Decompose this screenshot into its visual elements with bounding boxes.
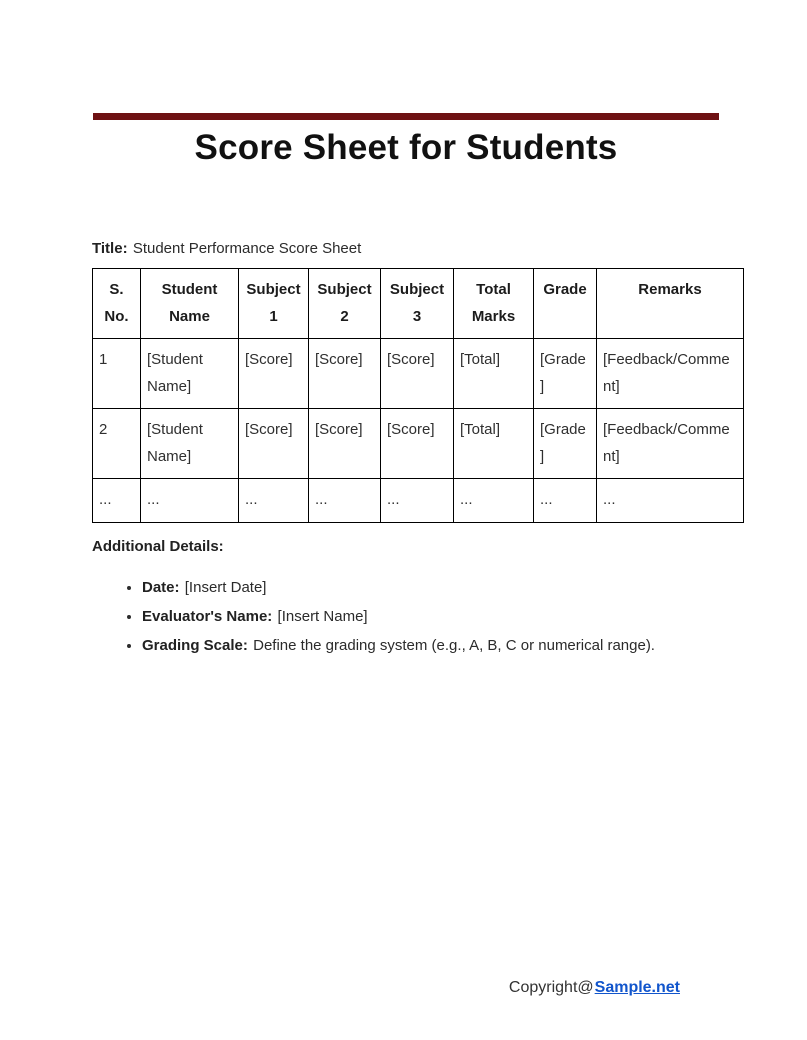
- header-cell-subject-1: Subject 1: [239, 269, 309, 339]
- table-header-row: [93, 269, 744, 339]
- list-item-text: [Insert Name]: [277, 608, 368, 625]
- table-cell: 1: [93, 339, 141, 409]
- header-cell-student-name: Student Name: [141, 269, 239, 339]
- table-row: [93, 479, 744, 523]
- table-cell: ...: [141, 479, 239, 523]
- header-cell-s-no: S. No.: [93, 269, 141, 339]
- subtitle-label: Title:: [92, 240, 128, 257]
- list-item-text: [Insert Date]: [184, 579, 267, 596]
- header-cell-total-marks: Total Marks: [454, 269, 534, 339]
- footer: [509, 979, 680, 997]
- table-cell: [Total]: [454, 339, 534, 409]
- header-accent-rule: [93, 113, 719, 120]
- table-cell: [Total]: [454, 409, 534, 479]
- table-cell: ...: [239, 479, 309, 523]
- document-subtitle: [92, 240, 361, 258]
- header-cell-subject-3: Subject 3: [381, 269, 454, 339]
- table-cell: [Score]: [309, 339, 381, 409]
- copyright-text: Copyright@: [508, 979, 594, 996]
- table-cell: [Score]: [309, 409, 381, 479]
- table-cell: ...: [534, 479, 597, 523]
- table-cell: [Score]: [239, 409, 309, 479]
- table-row: [93, 409, 744, 479]
- table-row: [93, 339, 744, 409]
- table-cell: [Grade]: [534, 339, 597, 409]
- list-item-label: Date:: [142, 579, 180, 596]
- table-cell: [Student Name]: [141, 339, 239, 409]
- score-table: [92, 268, 744, 523]
- table-cell: [Student Name]: [141, 409, 239, 479]
- list-item-grading-scale: [142, 638, 655, 654]
- table-cell: ...: [309, 479, 381, 523]
- table-cell: [Score]: [381, 339, 454, 409]
- table-cell: [Feedback/Comment]: [597, 409, 744, 479]
- list-item-text: Define the grading system (e.g., A, B, C or numerical range).: [253, 637, 655, 654]
- additional-details-heading: Additional Details:: [92, 538, 224, 555]
- sample-net-link[interactable]: Sample.net: [594, 979, 680, 996]
- table-cell: ...: [597, 479, 744, 523]
- table-cell: 2: [93, 409, 141, 479]
- table-cell: ...: [93, 479, 141, 523]
- subtitle-value: Student Performance Score Sheet: [132, 240, 362, 257]
- header-cell-subject-2: Subject 2: [309, 269, 381, 339]
- table-cell: [Score]: [381, 409, 454, 479]
- table-cell: [Feedback/Comment]: [597, 339, 744, 409]
- table-cell: [Score]: [239, 339, 309, 409]
- list-item-date: [142, 580, 655, 596]
- header-cell-remarks: Remarks: [597, 269, 744, 339]
- list-item-label: Grading Scale:: [142, 637, 248, 654]
- table-cell: ...: [454, 479, 534, 523]
- header-cell-grade: Grade: [534, 269, 597, 339]
- list-item-evaluator-name: [142, 609, 655, 625]
- list-item-label: Evaluator's Name:: [142, 608, 273, 625]
- table-cell: ...: [381, 479, 454, 523]
- table-cell: [Grade]: [534, 409, 597, 479]
- page-title: Score Sheet for Students: [194, 128, 618, 167]
- additional-details-list: [92, 580, 655, 667]
